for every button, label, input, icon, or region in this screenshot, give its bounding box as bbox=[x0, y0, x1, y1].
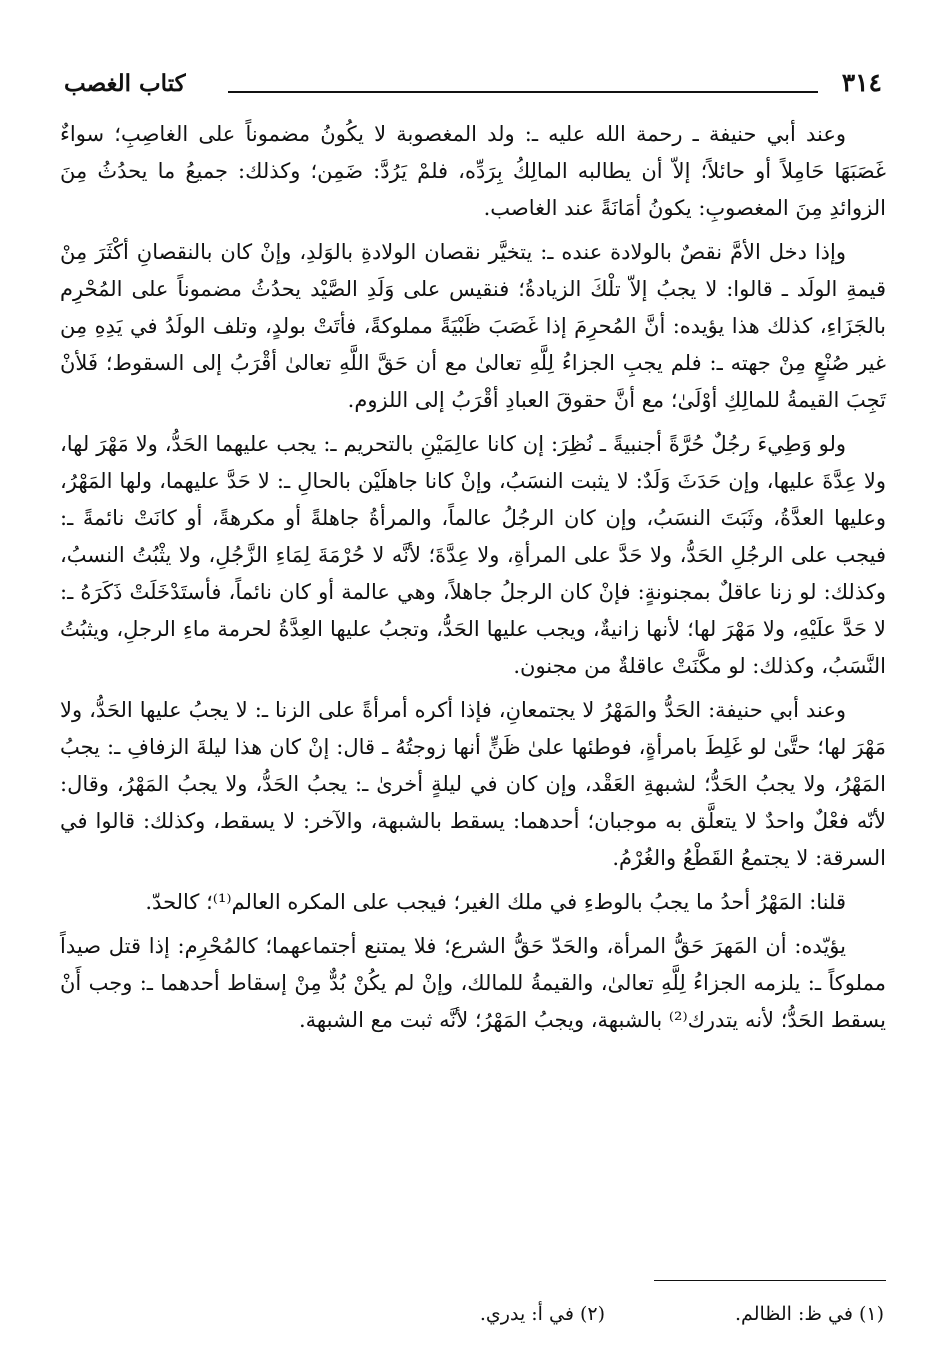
footnote-rule bbox=[654, 1280, 886, 1281]
paragraph: وعند أبي حنيفة: الحَدُّ والمَهْرُ لا يجتمعانِ، فإذا أكره أمرأةً على الزنا ـ: لا يجبُ عليها الحَدُّ، ولا مَهْرَ لها؛ حتَّىٰ لو غَلِطَ بامرأةٍ، فوطئها علىٰ ظَنٍّ أنها زوجتُهُ ـ قال: إنْ كان هذا ليلةَ الزفافِ ـ: يجبُ المَهْرُ، ولا يجبُ الحَدُّ؛ لشبهةِ العَقْد، وإن كان في ليلةٍ أخرىٰ ـ: يجبُ الحَدُّ، ولا يجبُ المَهْرُ، وقال: لأنّه فعْلٌ واحدٌ لا يتعلَّق به موجبان؛ أحدهما: يسقط بالشبهة، والآخر: لا يسقط، وكذلك: قالوا في السرقة: لا يجتمعُ القَطْعُ والغُرْمُ. bbox=[60, 698, 886, 870]
main-text bbox=[60, 116, 886, 1046]
footnotes bbox=[60, 1280, 886, 1325]
footnote-row bbox=[60, 1303, 886, 1325]
page-number: ٣١٤ bbox=[841, 68, 882, 97]
book-page bbox=[60, 58, 886, 1348]
paragraph: قلنا: المَهْرُ أحدُ ما يجبُ بالوطءِ في ملك الغير؛ فيجب على المكره العالم⁽¹⁾؛ كالحدّ. bbox=[145, 890, 846, 914]
paragraph: وعند أبي حنيفة ـ رحمة الله عليه ـ: ولد المغصوبة لا يكُونُ مضموناً على الغاصِبِ؛ سواءٌ غَصَبَهَا حَامِلاً أو حائلاً؛ إلاّ أن يطالبه المالِكُ بِرَدِّه، فلمْ يَرُدَّ: ضَمِن؛ وكذلك: جميعُ ما يحدُثُ مِنَ الزوائدِ مِنَ المغصوبِ: يكونُ أمَانَةً عند الغاصب. bbox=[60, 122, 886, 220]
paragraph: يؤيّده: أن المَهرَ حَقُّ المرأة، والحَدّ حَقُّ الشرع؛ فلا يمتنع أجتماعهما؛ كالمُحْرِم: إذا قتل صيداً مملوكاً ـ: يلزمه الجزاءُ لِلَّهِ تعالىٰ، والقيمةُ للمالك، وإنْ لم يكُنْ بُدٌّ مِنْ إسقاط أحدهما ـ: وجب أَنْ يسقط الحَدُّ؛ لأنه يتدرك⁽²⁾ بالشبهة، ويجبُ المَهْرُ؛ لأنَّه ثبت مع الشبهة. bbox=[60, 934, 886, 1032]
header-rule bbox=[228, 91, 818, 93]
page-header bbox=[60, 58, 886, 100]
running-title: كتاب الغصب bbox=[64, 70, 186, 97]
footnote-1: (١) في ظ: الظالم. bbox=[735, 1303, 884, 1325]
footnote-2: (٢) في أ: يدري. bbox=[479, 1303, 606, 1325]
paragraph: ولو وَطِيءَ رجُلٌ حُرَّةً أجنبيةً ـ نُظِرَ: إن كانا عالِمَيْنِ بالتحريم ـ: يجب عليهما الحَدُّ، ولا مَهْرَ لها، ولا عِدَّةَ عليها، وإن حَدَثَ وَلَدٌ: لا يثبت النسَبُ، وإنْ كانا جاهلَيْن بالحالِ ـ: لا حَدَّ عليهما، ولها المَهْرُ، وعليها العدَّةُ، وثَبَتَ النسَبُ، وإن كان الرجُلُ عالماً، والمرأةُ جاهلةً أو مكرهةً، أو كانَتْ نائمةً ـ: فيجب على الرجُلِ الحَدُّ، ولا حَدَّ على المرأةِ، ولا عِدَّةَ؛ لأنَّه لا حُرْمَةَ لِمَاءِ الزَّجُلِ، ولا يثْبُتُ النسبُ، وكذلك: لو زنا عاقلٌ بمجنونةٍ: فإنْ كان الرجلُ جاهلاً، وهي عالمة أو كان نائماً، فأستَدْخَلَتْ ذَكَرَهُ ـ: لا حَدَّ علَيْهِ، ولا مَهْرَ لها؛ لأنها زانيةٌ، ويجب عليها الحَدُّ، وتجبُ عليها العِدَّةُ لحرمة ماءِ الرجلِ، ويثبُتُ النَّسَبُ، وكذلك: لو مكَّنَتْ عاقلةٌ من مجنون. bbox=[60, 432, 886, 678]
paragraph: وإذا دخل الأمَّ نقصٌ بالولادة عنده ـ: يتخيَّر نقصان الولادةِ بالوَلدِ، وإنْ كان بالنقصانِ أكْثَرَ مِنْ قيمةِ الولَد ـ قالوا: لا يجبُ إلاّ تلْكَ الزيادةُ؛ فنقيس على وَلَدِ الصَّيْد يحدُثُ مضموناً على المُحْرِم بالجَزَاءِ، كذلك هذا يؤيده: أنَّ المُحرِمَ إذا غَصَبَ ظَبْيَةً مملوكةً، فأتَتْ بولدٍ، وتلف الولَدُ في يَدِهِ مِن غير صُنْعٍ مِنْ جهته ـ: فلم يجبِ الجزاءُ لِلَّهِ تعالىٰ مع أن حَقَّ اللَّهِ تعالىٰ أقْرَبُ إلى السقوط؛ فَلأنْ تَجِبَ القيمةُ للمالِكِ أوْلَىٰ؛ مع أنَّ حقوقَ العبادِ أقْرَبُ إلى اللزوم. bbox=[60, 240, 886, 412]
